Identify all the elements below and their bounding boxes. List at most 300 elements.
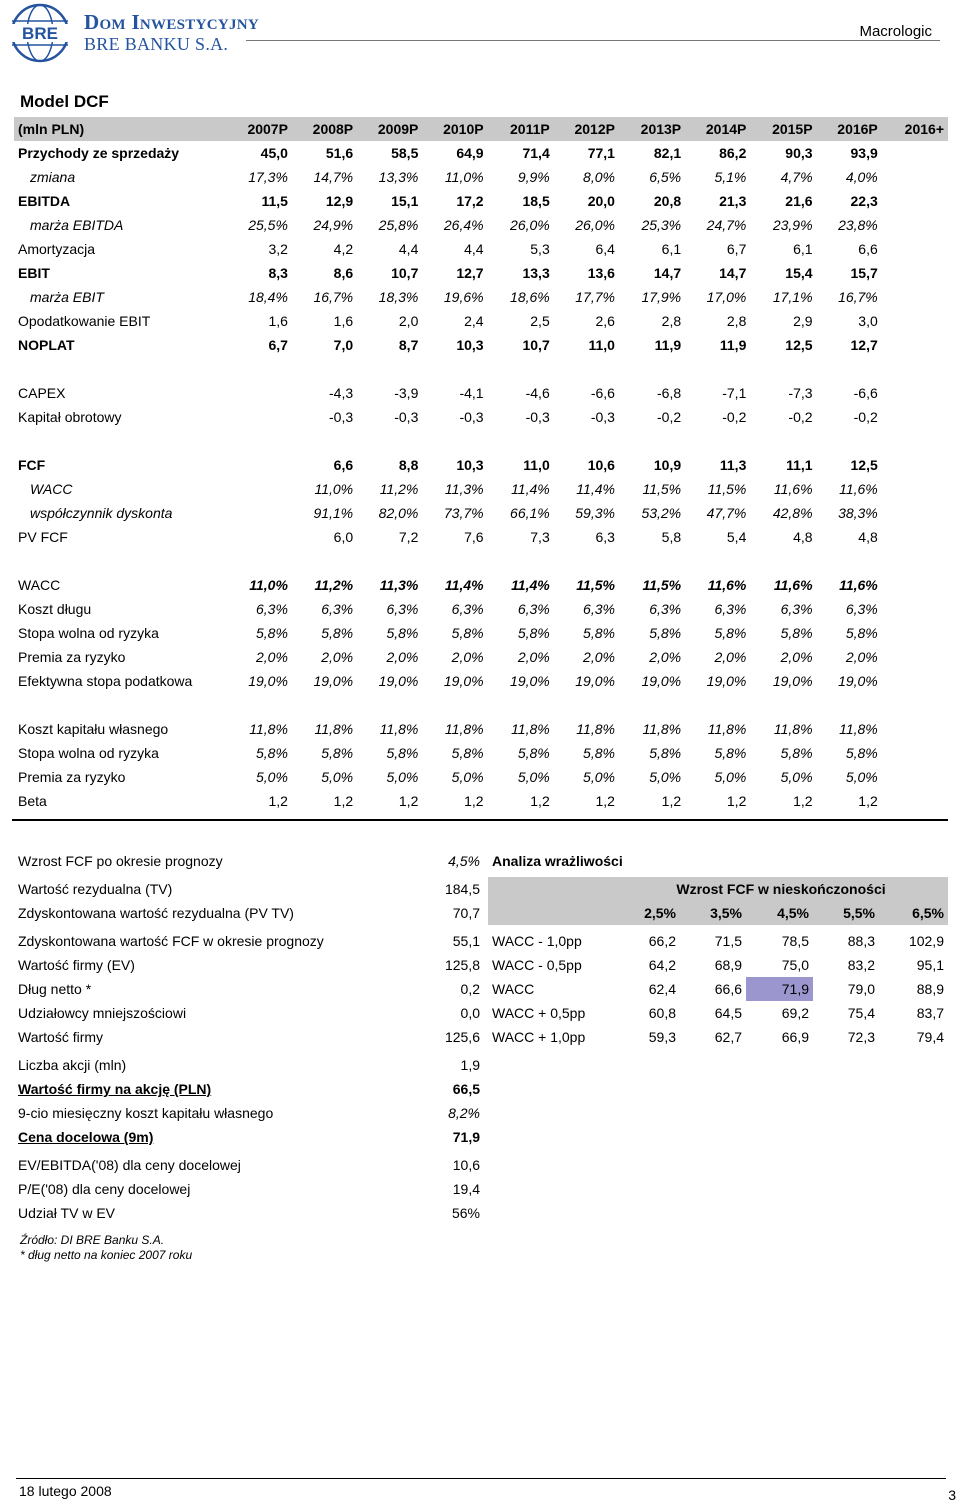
table-cell: -0,2 (853, 409, 878, 425)
valuation-table (14, 849, 484, 1225)
row-label (14, 549, 227, 573)
table-cell: 4,0% (845, 169, 878, 185)
table-cell: -3,9 (394, 385, 419, 401)
table-row (14, 669, 948, 693)
valuation-label: Dług netto * (18, 981, 92, 997)
row-label: Koszt długu (18, 601, 92, 617)
table-cell (882, 285, 948, 309)
table-row (14, 693, 948, 717)
table-cell (685, 549, 750, 573)
table-cell: 11,4% (576, 481, 615, 497)
valuation-label: EV/EBITDA('08) dla ceny docelowej (18, 1157, 241, 1173)
table-cell (882, 501, 948, 525)
row-label: Amortyzacja (18, 241, 96, 257)
table-cell: 12,7 (850, 337, 878, 353)
valuation-row (14, 1025, 484, 1049)
table-cell: -0,3 (394, 409, 419, 425)
table-cell: 17,0% (706, 289, 747, 305)
table-row (14, 717, 948, 741)
table-cell: -0,2 (722, 409, 747, 425)
table-cell: 9,9% (517, 169, 550, 185)
row-label: FCF (18, 457, 46, 473)
valuation-row (14, 929, 484, 953)
table-cell: 6,3 (595, 529, 615, 545)
table-cell: 5,8% (256, 625, 288, 641)
table-cell: 5,8% (649, 625, 682, 641)
table-cell: 11,8% (642, 721, 682, 737)
table-cell: 11,8% (576, 721, 615, 737)
table-cell (554, 357, 619, 381)
table-cell: 10,7 (391, 265, 419, 281)
table-cell: 2,0% (386, 649, 419, 665)
sensitivity-title: Analiza wrażliwości (492, 853, 623, 869)
table-row (14, 381, 948, 405)
sensitivity-cell: 83,2 (847, 957, 875, 973)
table-cell: 17,2 (456, 193, 484, 209)
table-cell: 8,3 (268, 265, 288, 281)
table-cell: 11,5% (576, 577, 615, 593)
table-cell (882, 621, 948, 645)
column-header: 2009P (357, 117, 422, 141)
table-cell: 18,5 (522, 193, 550, 209)
table-row (14, 765, 948, 789)
table-cell: 11,8% (839, 721, 878, 737)
column-header: 2016P (817, 117, 882, 141)
table-cell (292, 549, 357, 573)
table-cell: 5,0% (583, 769, 615, 785)
table-cell: 11,4% (511, 481, 550, 497)
valuation-row (14, 977, 484, 1001)
table-cell: 66,1% (510, 505, 550, 521)
table-cell (488, 549, 554, 573)
table-cell: 6,5% (649, 169, 682, 185)
table-cell: 6,0 (333, 529, 354, 545)
table-cell: 5,3 (530, 241, 550, 257)
footer-date: 18 lutego 2008 (19, 1483, 112, 1499)
valuation-label: Wartość rezydualna (TV) (18, 881, 173, 897)
table-cell (882, 765, 948, 789)
table-row (14, 525, 948, 549)
source-text: Źródło: DI BRE Banku S.A. (20, 1233, 165, 1247)
table-cell: 5,8% (714, 625, 747, 641)
table-cell: 4,7% (780, 169, 813, 185)
table-cell: 16,7% (838, 289, 878, 305)
table-cell: 11,1 (786, 457, 813, 473)
column-header: 2007P (227, 117, 292, 141)
table-cell: 11,6% (839, 577, 878, 593)
table-cell: 11,6% (839, 481, 878, 497)
valuation-row (14, 953, 484, 977)
table-cell (882, 717, 948, 741)
table-cell: 6,3% (649, 601, 682, 617)
table-cell (882, 309, 948, 333)
valuation-row (14, 1201, 484, 1225)
table-cell: 24,9% (313, 217, 354, 233)
table-cell: 2,0% (583, 649, 615, 665)
valuation-row (14, 849, 484, 873)
table-cell: 4,4 (398, 241, 419, 257)
row-label: Premia za ryzyko (18, 769, 126, 785)
table-cell (882, 165, 948, 189)
table-cell: -7,3 (788, 385, 813, 401)
column-header: 2016+ (882, 117, 948, 141)
table-cell: 2,5 (530, 313, 550, 329)
table-cell (488, 357, 554, 381)
footer-divider (16, 1478, 946, 1479)
table-header-row (14, 117, 948, 141)
row-label: NOPLAT (18, 337, 75, 353)
row-label: PV FCF (18, 529, 68, 545)
table-cell: 5,8% (517, 625, 550, 641)
table-cell: 11,6% (773, 577, 813, 593)
sensitivity-cell: 75,0 (781, 957, 809, 973)
table-cell: 12,7 (456, 265, 484, 281)
table-cell (882, 357, 948, 381)
sensitivity-subtitle: Wzrost FCF w nieskończoności (614, 877, 948, 901)
table-cell: 1,2 (858, 793, 878, 809)
table-cell: 5,8% (780, 625, 813, 641)
valuation-row (14, 1177, 484, 1201)
table-cell: 5,0% (517, 769, 550, 785)
table-cell: 2,0% (649, 649, 682, 665)
valuation-row (14, 1001, 484, 1025)
column-header: 2010P (422, 117, 487, 141)
table-row (14, 213, 948, 237)
table-cell: 11,0% (249, 577, 288, 593)
table-cell: 5,8% (845, 745, 878, 761)
sensitivity-row-label: WACC + 1,0pp (492, 1029, 586, 1045)
table-cell: 11,9 (654, 337, 682, 353)
sensitivity-cell: 78,5 (781, 933, 809, 949)
sensitivity-cell: 83,7 (916, 1005, 944, 1021)
table-cell (619, 549, 685, 573)
table-row (14, 549, 948, 573)
table-cell (422, 357, 487, 381)
table-cell (817, 429, 882, 453)
table-cell: 11,4% (444, 577, 484, 593)
table-cell: 7,6 (464, 529, 484, 545)
header-divider (246, 40, 940, 41)
table-cell (619, 693, 685, 717)
valuation-row (14, 877, 484, 901)
table-cell: 10,3 (456, 337, 484, 353)
table-cell: -4,6 (525, 385, 550, 401)
column-header: 2014P (685, 117, 750, 141)
sensitivity-cell: 62,4 (648, 981, 676, 997)
table-cell: 11,6% (707, 577, 747, 593)
table-cell (685, 357, 750, 381)
page-number: 3 (948, 1487, 956, 1503)
row-label: Kapitał obrotowy (18, 409, 122, 425)
valuation-label: Zdyskontowana wartość rezydualna (PV TV) (18, 905, 294, 921)
valuation-value: 0,0 (460, 1005, 480, 1021)
table-cell: 8,0% (583, 169, 615, 185)
sensitivity-subtitle-row (488, 877, 948, 901)
table-cell (882, 669, 948, 693)
sensitivity-cell: 102,9 (908, 933, 944, 949)
table-cell: 11,5% (707, 481, 747, 497)
table-cell: 7,0 (333, 337, 354, 353)
table-cell: -4,3 (329, 385, 354, 401)
table-cell (882, 261, 948, 285)
table-cell (227, 693, 292, 717)
table-cell: 23,8% (838, 217, 878, 233)
table-cell: 19,0% (313, 673, 354, 689)
valuation-row (14, 1101, 484, 1125)
table-cell: 14,7 (653, 265, 682, 281)
table-row (14, 405, 948, 429)
table-cell (619, 429, 685, 453)
table-cell: 5,8% (583, 625, 615, 641)
table-cell: 82,0% (378, 505, 419, 521)
table-row (14, 429, 948, 453)
table-cell (750, 357, 816, 381)
table-cell: 14,7% (313, 169, 354, 185)
sensitivity-header-row (488, 901, 948, 925)
table-cell (357, 693, 422, 717)
table-cell (227, 501, 292, 525)
table-cell (882, 525, 948, 549)
table-cell (227, 357, 292, 381)
table-cell: 5,4 (726, 529, 747, 545)
sensitivity-row-label: WACC (492, 981, 535, 997)
table-cell: -6,6 (853, 385, 878, 401)
table-cell: 11,8% (314, 721, 354, 737)
table-cell (227, 405, 292, 429)
table-row (14, 789, 948, 813)
table-cell (227, 453, 292, 477)
sensitivity-cell: 68,9 (714, 957, 742, 973)
table-cell (882, 141, 948, 165)
table-cell (227, 477, 292, 501)
table-cell (357, 357, 422, 381)
table-cell (817, 693, 882, 717)
valuation-label: P/E('08) dla ceny docelowej (18, 1181, 191, 1197)
valuation-value: 0,2 (460, 981, 480, 997)
table-cell: 2,0% (256, 649, 288, 665)
valuation-row (14, 1053, 484, 1077)
table-cell: 6,3% (451, 601, 484, 617)
column-header: 2011P (488, 117, 554, 141)
valuation-label: Zdyskontowana wartość FCF w okresie prognozy (18, 933, 324, 949)
table-cell: 2,8 (661, 313, 682, 329)
table-cell: 5,0% (845, 769, 878, 785)
table-cell: 5,8% (256, 745, 288, 761)
row-label: współczynnik dyskonta (30, 505, 173, 521)
table-cell (817, 357, 882, 381)
table-cell: 11,0 (523, 457, 550, 473)
table-cell (882, 213, 948, 237)
valuation-label: Wartość firmy (18, 1029, 104, 1045)
table-cell: 11,8% (511, 721, 550, 737)
table-cell: 26,0% (510, 217, 550, 233)
table-row (14, 165, 948, 189)
table-cell: 6,3% (386, 601, 419, 617)
table-cell: 4,2 (333, 241, 354, 257)
table-cell: 25,8% (378, 217, 419, 233)
valuation-value: 125,6 (444, 1029, 480, 1045)
row-label: WACC (30, 481, 73, 497)
table-cell (882, 477, 948, 501)
table-cell: 5,0% (714, 769, 747, 785)
table-cell: 11,2% (379, 481, 419, 497)
table-cell (292, 357, 357, 381)
sensitivity-row-label: WACC + 0,5pp (492, 1005, 586, 1021)
row-label: EBIT (18, 265, 50, 281)
table-cell: 17,9% (641, 289, 682, 305)
row-label: zmiana (30, 169, 76, 185)
table-cell: 1,2 (530, 793, 550, 809)
table-cell (619, 357, 685, 381)
table-cell: 6,3% (714, 601, 747, 617)
table-cell: 5,0% (451, 769, 484, 785)
table-cell (882, 693, 948, 717)
row-label (14, 429, 227, 453)
table-cell: 6,3% (517, 601, 550, 617)
row-label: EBITDA (18, 193, 71, 209)
table-cell (882, 381, 948, 405)
table-cell: 19,0% (706, 673, 747, 689)
table-cell: 5,8% (386, 745, 419, 761)
table-cell: 73,7% (443, 505, 484, 521)
row-label: Opodatkowanie EBIT (18, 313, 151, 329)
table-cell (882, 237, 948, 261)
valuation-row (14, 901, 484, 925)
table-cell: 6,6 (858, 241, 878, 257)
table-cell: 23,9% (772, 217, 813, 233)
table-cell (227, 381, 292, 405)
table-cell: 64,9 (456, 145, 484, 161)
table-cell: 90,3 (785, 145, 813, 161)
table-cell (292, 429, 357, 453)
table-cell: 11,9 (719, 337, 747, 353)
footnote-text: * dług netto na koniec 2007 roku (20, 1248, 193, 1262)
table-cell: 45,0 (260, 145, 288, 161)
table-cell (750, 549, 816, 573)
table-cell: 2,6 (595, 313, 615, 329)
table-cell: 5,8% (451, 745, 484, 761)
table-cell: 11,3 (719, 457, 747, 473)
table-cell: 5,8% (649, 745, 682, 761)
table-cell: 11,3% (444, 481, 484, 497)
table-cell: 1,2 (661, 793, 682, 809)
table-cell: 18,6% (510, 289, 550, 305)
table-cell: -0,3 (329, 409, 354, 425)
table-cell: 42,8% (772, 505, 813, 521)
table-cell: 5,0% (256, 769, 288, 785)
table-cell: 53,2% (641, 505, 682, 521)
table-cell (882, 597, 948, 621)
row-label: Stopa wolna od ryzyka (18, 745, 159, 761)
table-cell (554, 693, 619, 717)
table-row (14, 573, 948, 597)
table-cell (882, 573, 948, 597)
table-cell (882, 189, 948, 213)
table-cell: 24,7% (706, 217, 747, 233)
table-cell: 19,0% (378, 673, 419, 689)
table-cell: -4,1 (459, 385, 484, 401)
table-cell: 10,7 (522, 337, 550, 353)
valuation-value: 4,5% (448, 853, 480, 869)
table-row (14, 597, 948, 621)
table-cell: -7,1 (722, 385, 747, 401)
row-label: WACC (18, 577, 61, 593)
table-cell: 2,0 (398, 313, 419, 329)
table-cell: 71,4 (522, 145, 550, 161)
table-cell: 6,3% (321, 601, 354, 617)
row-label: CAPEX (18, 385, 66, 401)
table-cell (227, 525, 292, 549)
table-cell: 2,9 (793, 313, 813, 329)
table-cell: 2,0% (321, 649, 354, 665)
table-cell: 5,0% (321, 769, 354, 785)
row-label: marża EBITDA (30, 217, 124, 233)
table-cell (488, 693, 554, 717)
table-cell: 15,4 (785, 265, 813, 281)
table-row (14, 477, 948, 501)
sensitivity-column-header: 5,5% (813, 901, 879, 925)
table-cell: 5,1% (714, 169, 747, 185)
sensitivity-column-header: 4,5% (746, 901, 813, 925)
row-label: Beta (18, 793, 47, 809)
table-cell: 16,7% (313, 289, 354, 305)
table-cell: 11,5% (642, 577, 682, 593)
table-cell: 51,6 (325, 145, 354, 161)
sensitivity-row-label: WACC - 1,0pp (492, 933, 582, 949)
table-row (14, 453, 948, 477)
table-row (14, 621, 948, 645)
table-row (14, 645, 948, 669)
table-cell: 11,8% (379, 721, 419, 737)
dcf-table (14, 117, 948, 813)
table-cell: -6,8 (657, 385, 682, 401)
table-cell (882, 789, 948, 813)
sensitivity-row (488, 1001, 948, 1025)
sensitivity-row (488, 1025, 948, 1049)
sensitivity-cell: 62,7 (714, 1029, 742, 1045)
table-cell: 5,8% (321, 745, 354, 761)
table-cell: 6,3% (845, 601, 878, 617)
table-cell (292, 693, 357, 717)
row-label: Efektywna stopa podatkowa (18, 673, 193, 689)
table-cell: 6,7 (268, 337, 288, 353)
row-label: marża EBIT (30, 289, 104, 305)
table-cell (227, 429, 292, 453)
table-cell (882, 645, 948, 669)
table-cell (685, 429, 750, 453)
row-label (14, 693, 227, 717)
table-cell: 19,0% (510, 673, 550, 689)
valuation-label: Wzrost FCF po okresie prognozy (18, 853, 223, 869)
sensitivity-row (488, 953, 948, 977)
table-cell: -0,3 (525, 409, 550, 425)
table-cell (357, 549, 422, 573)
table-cell: 6,6 (333, 457, 354, 473)
table-cell: 14,7 (719, 265, 747, 281)
brand-subname: BRE BANKU S.A. (84, 34, 229, 54)
table-cell (422, 549, 487, 573)
sensitivity-cell: 66,6 (714, 981, 742, 997)
valuation-value: 1,9 (460, 1057, 480, 1073)
table-cell: 5,8 (661, 529, 682, 545)
table-cell: 11,2% (314, 577, 354, 593)
table-cell (817, 549, 882, 573)
table-cell (882, 741, 948, 765)
valuation-row (14, 1153, 484, 1177)
table-cell: 13,6 (587, 265, 615, 281)
table-row (14, 237, 948, 261)
table-cell: 6,3% (256, 601, 288, 617)
